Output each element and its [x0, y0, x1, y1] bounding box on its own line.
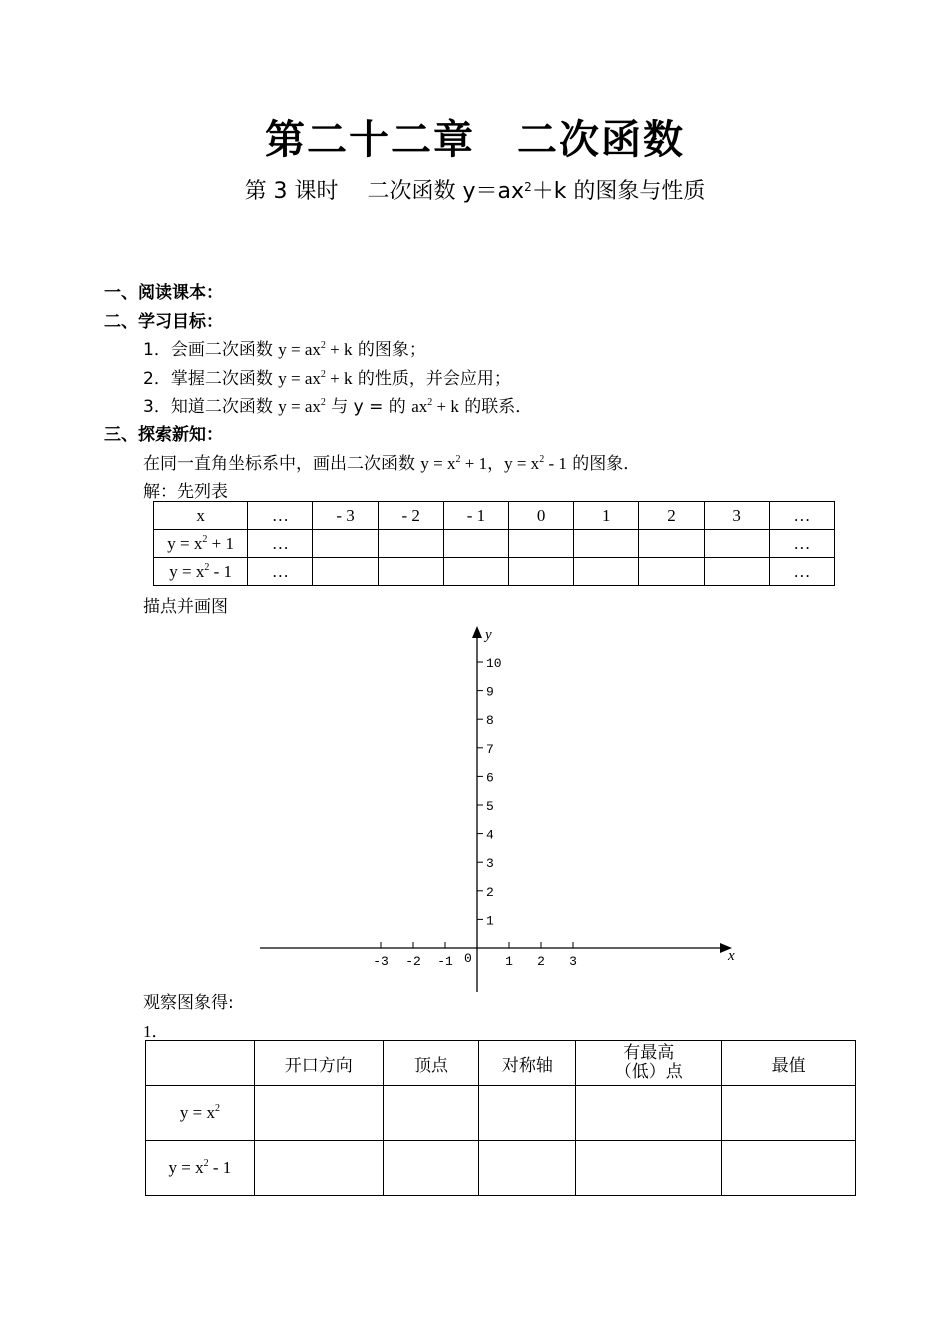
observe-label: 观察图象得: [143, 993, 234, 1013]
coordinate-graph[interactable] [250, 620, 750, 1000]
value-table-header-cell: 0 [509, 502, 574, 530]
property-table-header-cell: 顶点 [383, 1041, 479, 1086]
value-table-blank-cell[interactable] [443, 530, 508, 558]
value-table-header-cell: - 1 [443, 502, 508, 530]
value-table-blank-cell[interactable] [704, 530, 769, 558]
value-table-blank-cell[interactable] [313, 530, 378, 558]
value-table-blank-cell[interactable] [443, 558, 508, 586]
property-table-blank-cell[interactable] [722, 1086, 856, 1141]
goal-3-formula: y = ax [278, 397, 321, 416]
row-label-tail: - 1 [208, 1158, 232, 1177]
property-table-blank-cell[interactable] [576, 1141, 722, 1196]
value-table-header-row [154, 502, 835, 530]
value-table-blank-cell[interactable] [378, 558, 443, 586]
value-table-header-cell: … [248, 502, 313, 530]
goal-2-exponent: 2 [320, 369, 326, 380]
row-label-exponent: 2 [203, 1158, 209, 1169]
property-table-row [146, 1141, 856, 1196]
x-tick-label: 3 [569, 954, 577, 969]
row-label-exponent: 2 [202, 533, 208, 545]
explore-formula-2-tail: - 1 [544, 454, 567, 473]
row-label-text: y = x [169, 561, 205, 581]
property-table-blank-cell[interactable] [383, 1086, 479, 1141]
value-table-header-cell: … [769, 502, 834, 530]
goal-1-text-tail: 的图象； [352, 340, 426, 360]
explore-formula-1-exponent: 2 [455, 454, 461, 465]
section-explore: 三、探索新知： [104, 425, 223, 445]
property-table-header-cell: 开口方向 [254, 1041, 383, 1086]
row-label-exponent: 2 [214, 1103, 220, 1114]
goal-3-text-mid: 与 y = 的 [325, 397, 412, 417]
y-tick-label: 2 [486, 884, 494, 900]
property-table-blank-cell[interactable] [479, 1141, 576, 1196]
property-table-row-label [146, 1141, 255, 1196]
y-tick-label: 4 [486, 827, 494, 843]
property-table-blank-cell[interactable] [254, 1086, 383, 1141]
value-table-blank-cell[interactable] [313, 558, 378, 586]
value-table-header-cell: - 3 [313, 502, 378, 530]
x-tick-label: -3 [373, 954, 389, 969]
value-table-cell: … [248, 558, 313, 586]
y-tick-label: 5 [486, 799, 494, 814]
y-tick-label: 9 [486, 684, 494, 700]
lesson-title-exponent: 2 [524, 180, 532, 194]
value-table-blank-cell[interactable] [704, 558, 769, 586]
x-tick-label: 1 [505, 954, 513, 969]
value-table-header-cell: 3 [704, 502, 769, 530]
x-axis-label: x [728, 948, 735, 964]
value-table-header-cell: x [154, 502, 248, 530]
y-axis-arrow-icon [472, 626, 482, 638]
value-table-blank-cell[interactable] [509, 530, 574, 558]
lesson-title-suffix: ＋k 的图象与性质 [531, 179, 706, 204]
goal-3-text: 3．知道二次函数 [143, 397, 279, 417]
value-table-header-cell: 1 [574, 502, 639, 530]
origin-label: 0 [464, 951, 472, 966]
property-table-header-cell: 有最高（低）点 [576, 1041, 722, 1086]
value-table-header-cell: - 2 [378, 502, 443, 530]
plot-label: 描点并画图 [143, 597, 228, 617]
goal-2 [143, 364, 511, 389]
value-table-blank-cell[interactable] [639, 530, 704, 558]
goal-3 [143, 392, 532, 417]
explore-task [143, 449, 640, 474]
section-goals: 二、学习目标： [104, 312, 223, 332]
value-table-row-label [154, 558, 248, 586]
goal-3-text-tail: 的联系． [458, 397, 533, 417]
lesson-title-prefix: 第 3 课时 二次函数 y＝ax [244, 179, 525, 204]
x-tick-label: 2 [537, 954, 545, 969]
explore-formula-2-exponent: 2 [539, 454, 545, 465]
value-table-blank-cell[interactable] [574, 530, 639, 558]
property-table-blank-cell[interactable] [722, 1141, 856, 1196]
lesson-title [0, 174, 950, 205]
row-label-text: y = x [168, 1158, 204, 1177]
value-table-blank-cell[interactable] [509, 558, 574, 586]
property-table-row-label [146, 1086, 255, 1141]
row-label-text: y = x [167, 533, 203, 553]
property-table-row [146, 1086, 856, 1141]
goal-2-text-tail: 的性质，并会应用； [352, 369, 511, 389]
property-table-corner [146, 1041, 255, 1086]
value-table-cell: … [769, 530, 834, 558]
row-label-tail: - 1 [209, 561, 233, 581]
property-table-blank-cell[interactable] [576, 1086, 722, 1141]
x-tick-label: -2 [405, 954, 421, 969]
goal-3-formula-tail: + k [432, 397, 459, 416]
explore-formula-1: y = x [420, 454, 456, 473]
property-table-blank-cell[interactable] [383, 1141, 479, 1196]
value-table-cell: … [248, 530, 313, 558]
section-reading: 一、阅读课本： [104, 283, 223, 303]
value-table-blank-cell[interactable] [574, 558, 639, 586]
value-table-row-label [154, 530, 248, 558]
x-tick-label: -1 [437, 954, 453, 969]
goal-2-formula: y = ax [278, 369, 321, 388]
property-table-header-row [146, 1041, 856, 1086]
chapter-title: 第二十二章 二次函数 [265, 117, 685, 163]
goal-3-exponent-2: 2 [427, 397, 433, 408]
goal-1-exponent: 2 [320, 340, 326, 351]
value-table-row [154, 558, 835, 586]
goal-1-text: 1．会画二次函数 [143, 340, 279, 360]
property-table-header-cell: 最值 [722, 1041, 856, 1086]
y-tick-label: 8 [486, 713, 494, 729]
value-table [153, 501, 835, 586]
y-tick-label: 3 [486, 856, 494, 872]
y-tick-label: 1 [486, 913, 494, 929]
goal-2-formula-tail: + k [325, 369, 353, 388]
y-axis-label: y [485, 627, 492, 643]
solve-label: 解：先列表 [143, 482, 228, 502]
y-tick-label: 10 [486, 656, 502, 671]
goal-1-formula-tail: + k [325, 340, 353, 359]
explore-task-text: 在同一直角坐标系中，画出二次函数 [143, 454, 421, 474]
value-table-blank-cell[interactable] [378, 530, 443, 558]
row-label-tail: + 1 [207, 533, 234, 553]
value-table-row [154, 530, 835, 558]
value-table-cell: … [769, 558, 834, 586]
explore-formula-2: y = x [504, 454, 540, 473]
value-table-blank-cell[interactable] [639, 558, 704, 586]
goal-1 [143, 335, 426, 360]
property-table [145, 1040, 856, 1196]
y-tick-label: 6 [486, 770, 494, 786]
goal-3-formula-2: ax [411, 397, 428, 416]
explore-task-text-tail: 的图象． [566, 454, 641, 474]
goal-3-exponent: 2 [320, 397, 326, 408]
property-table-header-cell: 对称轴 [479, 1041, 576, 1086]
goal-2-text: 2．掌握二次函数 [143, 369, 279, 389]
row-label-text: y = x [179, 1103, 215, 1122]
property-table-blank-cell[interactable] [479, 1086, 576, 1141]
row-label-exponent: 2 [204, 561, 210, 573]
property-table-blank-cell[interactable] [254, 1141, 383, 1196]
explore-formula-1-tail: + 1， [460, 454, 505, 473]
item-1-label: 1． [143, 1022, 169, 1041]
goal-1-formula: y = ax [278, 340, 321, 359]
value-table-header-cell: 2 [639, 502, 704, 530]
y-tick-label: 7 [486, 741, 494, 757]
